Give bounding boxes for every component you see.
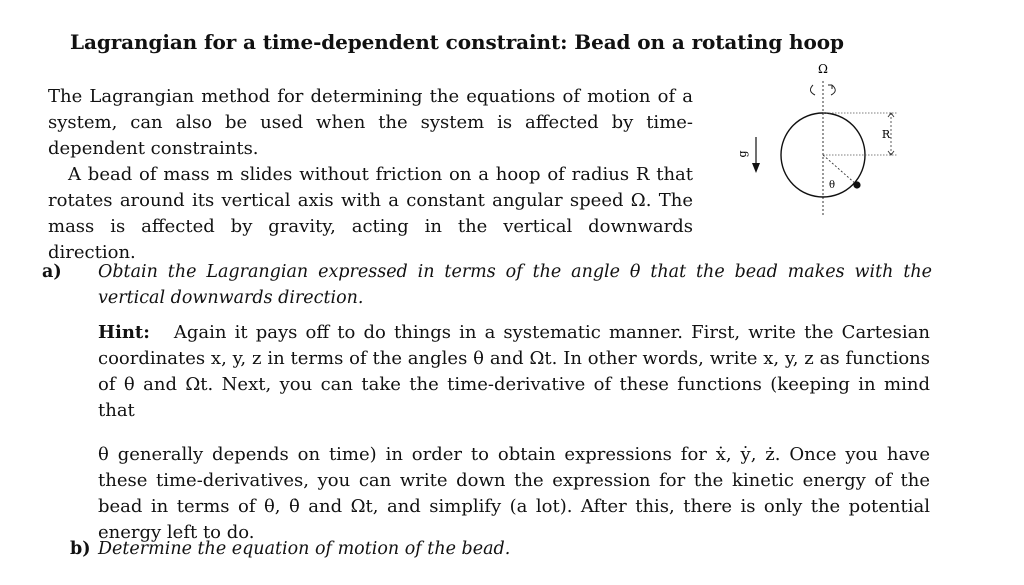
omega-label: Ω [818, 62, 828, 76]
gravity-label: g [736, 150, 749, 158]
part-b [70, 539, 510, 559]
part-a-question: Obtain the Lagrangian expressed in terms of the angle θ that the bead makes with the vertical downwards direction. [98, 262, 932, 308]
part-a-label: a) [42, 262, 62, 282]
intro-text [48, 84, 693, 266]
bead [853, 181, 860, 188]
page-title: Lagrangian for a time-dependent constraint: Bead on a rotating hoop [70, 30, 844, 54]
angle-label: θ [828, 180, 836, 191]
part-a [42, 259, 932, 311]
rotation-arrowhead-icon [828, 85, 832, 89]
radius-label: R [881, 128, 891, 141]
hint-paragraph-2: θ generally depends on time) in order to obtain expressions for ẋ, ẏ, ż. Once you have these time-derivatives, you can write down the expression for the kinetic energy of the bead in terms of θ, θ̇ and Ωt, and simplify (a lot). After this, there is only the potential energy left to do. [98, 444, 930, 543]
part-b-question: Determine the equation of motion of the bead. [98, 539, 511, 559]
intro-paragraph-1: The Lagrangian method for determining the equations of motion of a system, can also be used when the system is affected by time-dependent constraints. [48, 86, 693, 159]
hint-block [98, 320, 930, 546]
gravity-arrow-icon [752, 163, 760, 173]
part-b-label: b) [70, 539, 91, 559]
rotating-hoop-diagram [720, 55, 920, 225]
intro-paragraph-2: A bead of mass m slides without friction on a hoop of radius R that rotates around its vertical axis with a constant angular speed Ω. The mass is affected by gravity, acting in the vertical downwards direction. [48, 164, 693, 263]
hint-label: Hint: [98, 322, 150, 343]
hint-paragraph-1: Again it pays off to do things in a systematic manner. First, write the Cartesian coordinates x, y, z in terms of the angles θ and Ωt. In other words, write x, y, z as functions of θ and Ωt. Next, you can take the time-derivative of these functions (keeping in mind that [98, 322, 930, 421]
